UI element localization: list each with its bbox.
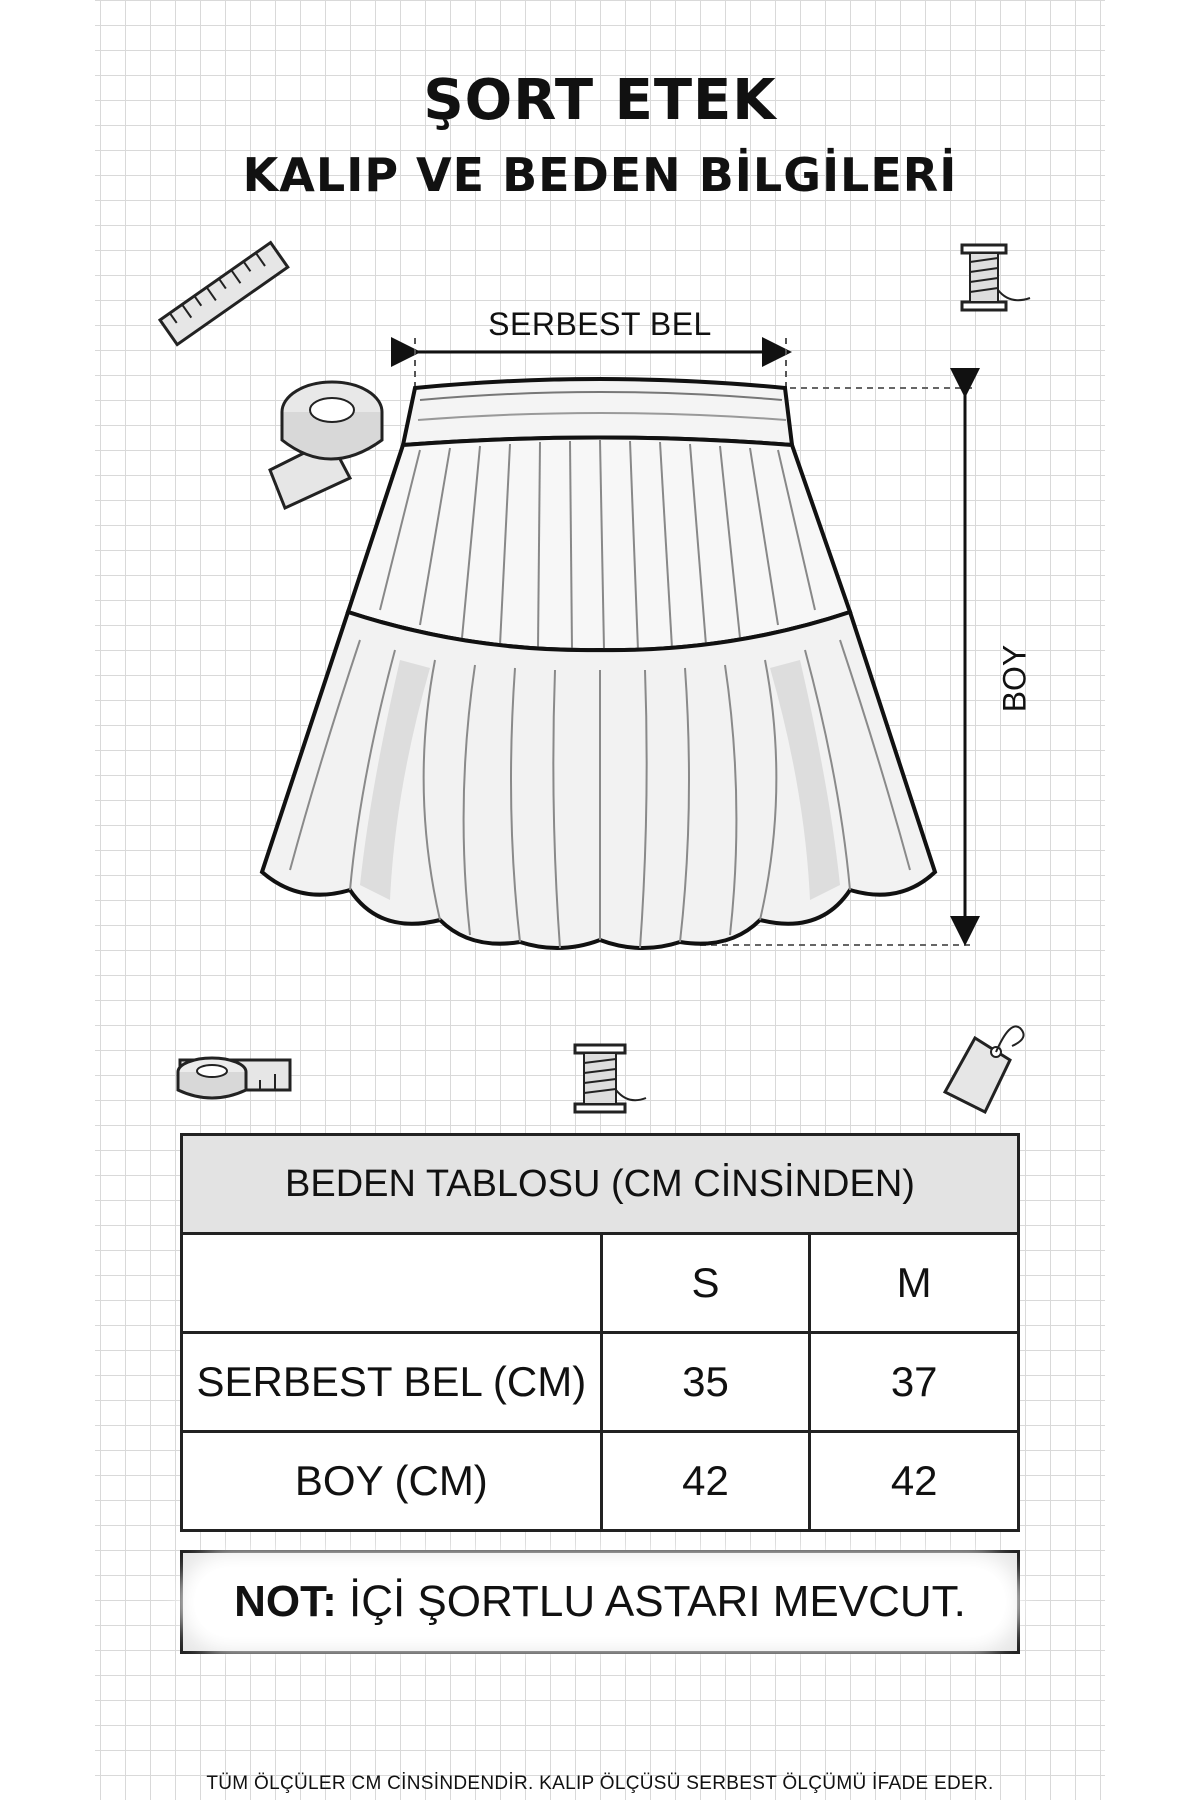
length-m-value: 42 bbox=[810, 1432, 1019, 1531]
length-label: BOY bbox=[996, 644, 1033, 713]
size-table-header: BEDEN TABLOSU (CM CİNSİNDEN) bbox=[182, 1135, 1019, 1234]
row-label-waist: SERBEST BEL (CM) bbox=[182, 1333, 602, 1432]
thread-spool-icon bbox=[575, 1045, 646, 1112]
table-row bbox=[182, 1432, 1019, 1531]
size-m-heading: M bbox=[810, 1234, 1019, 1333]
thread-spool-icon bbox=[962, 245, 1030, 310]
length-s-value: 42 bbox=[601, 1432, 810, 1531]
note-body: İÇİ ŞORTLU ASTARI MEVCUT. bbox=[336, 1577, 966, 1626]
note-prefix: NOT: bbox=[234, 1577, 337, 1626]
waist-s-value: 35 bbox=[601, 1333, 810, 1432]
waist-m-value: 37 bbox=[810, 1333, 1019, 1432]
price-tag-icon bbox=[945, 1026, 1024, 1112]
ruler-icon bbox=[160, 243, 288, 345]
page-subtitle: KALIP VE BEDEN BİLGİLERİ bbox=[242, 148, 958, 202]
empty-cell bbox=[182, 1234, 602, 1333]
page-title: ŞORT ETEK bbox=[423, 68, 777, 133]
footer-disclaimer: TÜM ÖLÇÜLER CM CİNSİNDENDİR. KALIP ÖLÇÜSÜ SERBEST ÖLÇÜMÜ İFADE EDER. bbox=[206, 1773, 994, 1794]
table-row bbox=[182, 1234, 1019, 1333]
size-s-heading: S bbox=[601, 1234, 810, 1333]
table-row bbox=[182, 1333, 1019, 1432]
size-table bbox=[180, 1133, 1020, 1532]
tape-measure-icon bbox=[178, 1058, 290, 1098]
row-label-length: BOY (CM) bbox=[182, 1432, 602, 1531]
waist-label: SERBEST BEL bbox=[488, 306, 712, 342]
tape-measure-icon bbox=[270, 382, 382, 508]
note-text bbox=[194, 1567, 1006, 1637]
note-box bbox=[180, 1550, 1020, 1654]
